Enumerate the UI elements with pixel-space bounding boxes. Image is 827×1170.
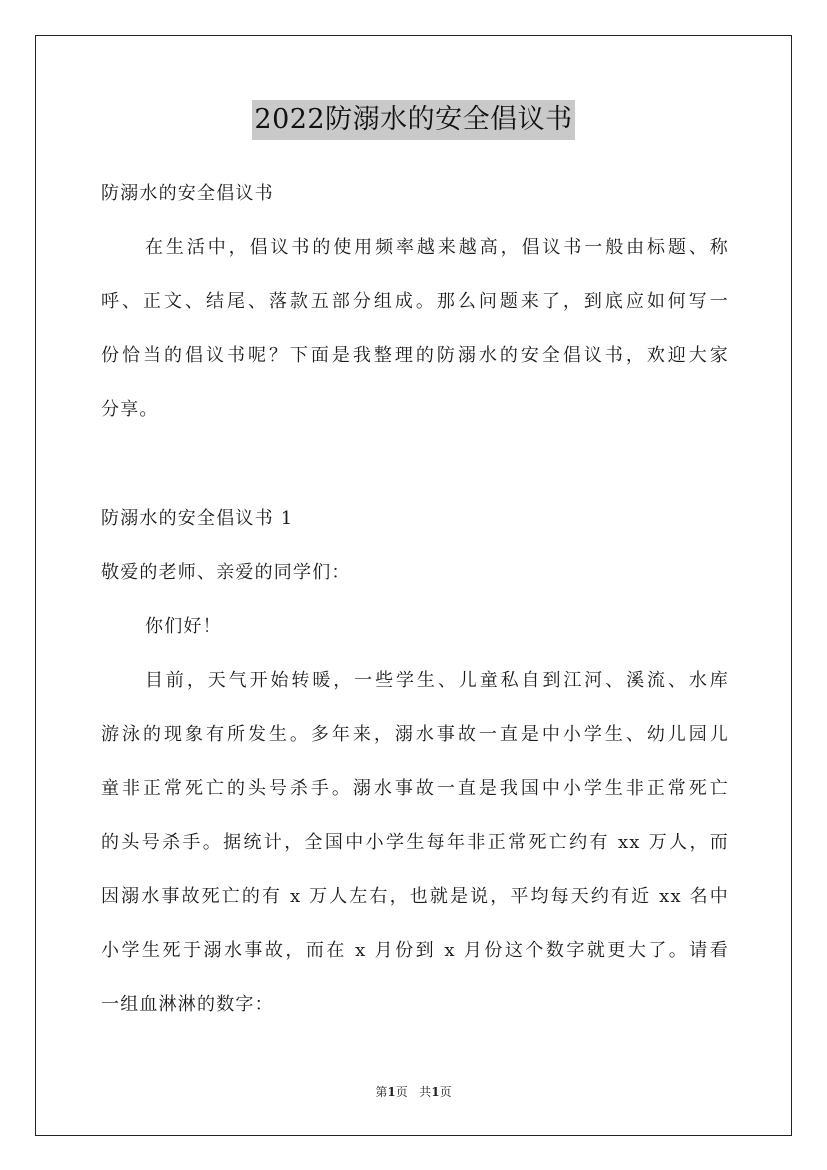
intro-line: 呼、正文、结尾、落款五部分组成。那么问题来了，到底应如何写一 <box>101 291 729 312</box>
intro-line: 分享。 <box>101 399 159 420</box>
page-prefix: 第 <box>375 1085 388 1099</box>
page-current: 1 <box>387 1085 396 1099</box>
intro-line: 份恰当的倡议书呢？下面是我整理的防溺水的安全倡议书，欢迎大家 <box>101 345 729 366</box>
body-line: 因溺水事故死亡的有 x 万人左右，也就是说，平均每天约有近 xx 名中 <box>101 886 729 907</box>
body-line: 游泳的现象有所发生。多年来，溺水事故一直是中小学生、幼儿园儿 <box>101 724 729 745</box>
body-line: 小学生死于溺水事故，而在 x 月份到 x 月份这个数字就更大了。请看 <box>101 940 729 961</box>
body-line: 一组血淋淋的数字： <box>101 994 274 1015</box>
document-body <box>101 167 729 437</box>
salutation: 敬爱的老师、亲爱的同学们： <box>101 562 351 583</box>
body-line: 目前，天气开始转暖，一些学生、儿童私自到江河、溪流、水库 <box>145 670 729 691</box>
intro-line: 在生活中，倡议书的使用频率越来越高，倡议书一般由标题、称 <box>145 237 729 258</box>
document-subtitle: 防溺水的安全倡议书 <box>101 183 274 204</box>
document-title: 2022防溺水的安全倡议书 <box>252 100 574 140</box>
section-body <box>101 492 729 1032</box>
page-footer <box>0 1083 827 1100</box>
page-mid: 页 共 <box>395 1085 432 1099</box>
page-total: 1 <box>431 1085 440 1099</box>
title-container <box>0 100 827 140</box>
body-line: 童非正常死亡的头号杀手。溺水事故一直是我国中小学生非正常死亡 <box>101 778 729 799</box>
greeting: 你们好！ <box>145 616 222 637</box>
page-suffix: 页 <box>439 1085 452 1099</box>
body-line: 的头号杀手。据统计，全国中小学生每年非正常死亡约有 xx 万人，而 <box>101 832 729 853</box>
section-heading: 防溺水的安全倡议书 1 <box>101 508 294 529</box>
